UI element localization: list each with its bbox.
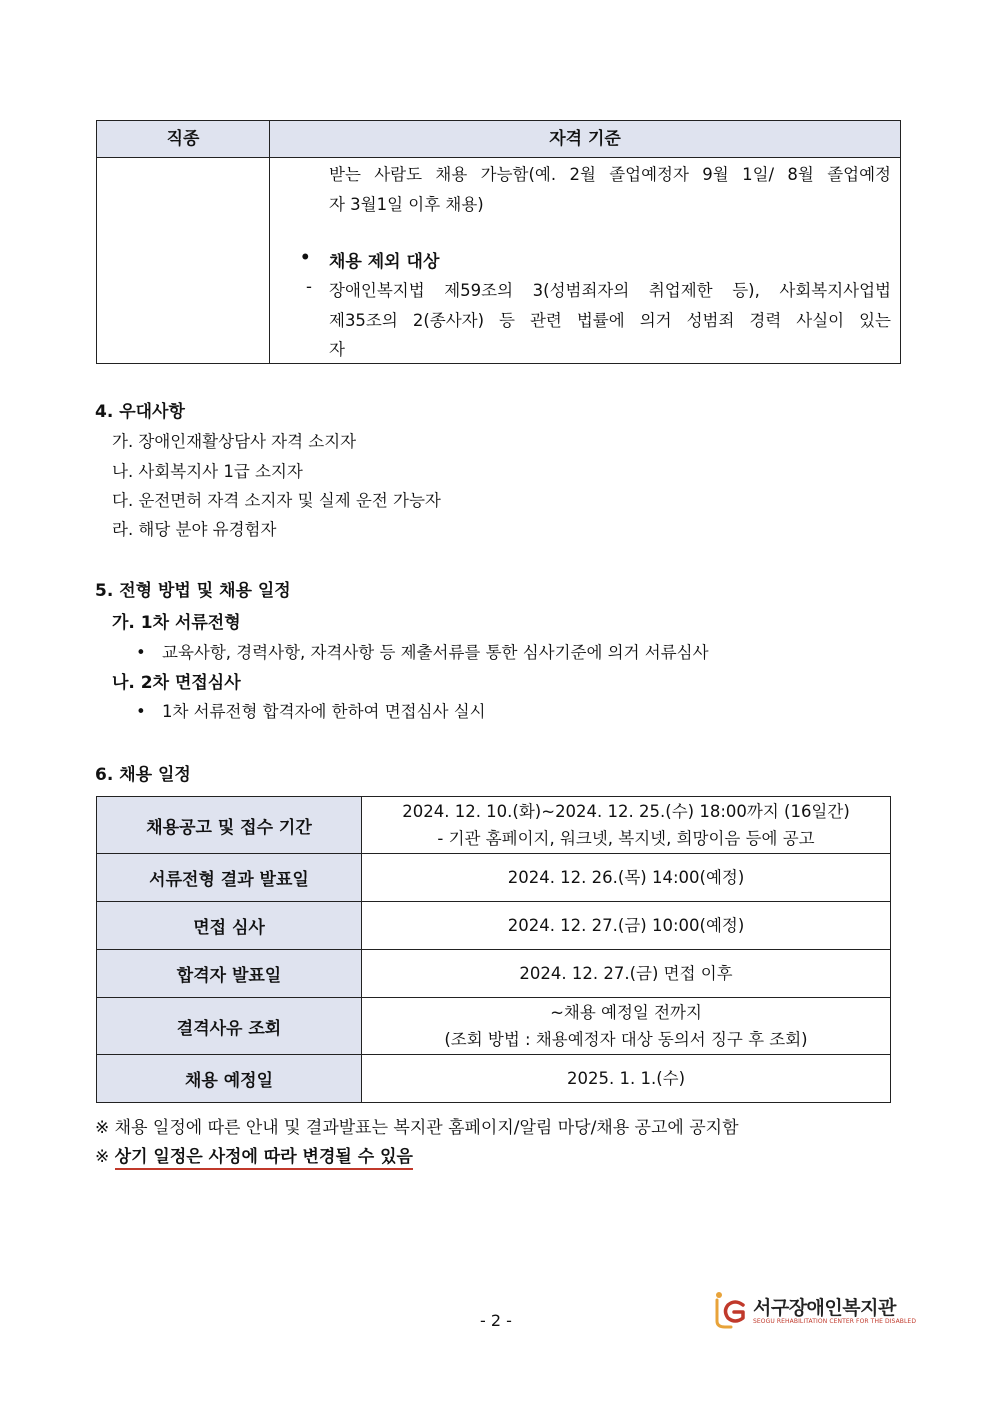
value-line: 2024. 12. 27.(금) 면접 이후 [519,964,733,983]
preference-item: 나. 사회복지사 1급 소지자 [112,462,303,481]
logo-name: 서구장애인복지관 [753,1297,896,1319]
exclusion-bullet: • [300,248,311,267]
value-line: 2024. 12. 27.(금) 10:00(예정) [507,916,745,935]
note-mark: ※ [95,1118,110,1138]
page-number: - 2 - [480,1311,512,1330]
qualification-line: 자 3월1일 이후 채용) [329,195,484,214]
section-title-selection: 5. 전형 방법 및 채용 일정 [95,581,291,601]
value-line: 2024. 12. 10.(화)~2024. 12. 25.(수) 18:00까지 (16일간) [402,802,850,821]
exclusion-line: 자 [329,340,345,359]
table-row [97,797,890,854]
row-label: 결격사유 조회 [97,998,362,1054]
subheading-document-screening: 가. 1차 서류전형 [112,613,241,633]
table-row [97,950,890,998]
header-job-type: 직종 [166,129,200,149]
table-row [97,1055,890,1102]
table-row [97,902,890,950]
table-row [97,998,890,1055]
section-title-preferences: 4. 우대사항 [95,402,185,422]
row-label: 서류전형 결과 발표일 [97,854,362,901]
schedule-table [96,796,891,1103]
note-mark: ※ [95,1147,110,1167]
table-row [97,854,890,902]
column-divider [269,121,270,363]
preference-item: 다. 운전면허 자격 소지자 및 실제 운전 가능자 [112,491,441,510]
row-value [362,797,890,853]
row-value [362,902,890,949]
exclusion-heading: 채용 제외 대상 [329,252,440,272]
row-label: 채용 예정일 [97,1055,362,1102]
value-line: (조회 방법 : 채용예정자 대상 동의서 징구 후 조회) [444,1030,808,1049]
bullet-item: • 교육사항, 경력사항, 자격사항 등 제출서류를 통한 심사기준에 의거 서류심사 [136,643,709,662]
row-label: 채용공고 및 접수 기간 [97,797,362,853]
value-line: 2024. 12. 26.(목) 14:00(예정) [507,868,745,887]
row-value [362,998,890,1054]
row-label: 면접 심사 [97,902,362,949]
row-value [362,854,890,901]
row-value [362,950,890,997]
bullet-text: 교육사항, 경력사항, 자격사항 등 제출서류를 통한 심사기준에 의거 서류심사 [162,643,709,662]
exclusion-line: 장애인복지법 제59조의 3(성범죄자의 취업제한 등), 사회복지사업법 [329,281,891,300]
logo-subtitle: SEOGU REHABILITATION CENTER FOR THE DISABLED [753,1318,917,1325]
value-line: - 기관 홈페이지, 워크넷, 복지넷, 희망이음 등에 공고 [437,829,815,848]
bullet-text: 1차 서류전형 합격자에 한하여 면접심사 실시 [162,702,486,721]
note-text: 채용 일정에 따른 안내 및 결과발표는 복지관 홈페이지/알림 마당/채용 공고에 공지함 [114,1118,739,1138]
note-announcement [95,1113,739,1138]
value-line: 2025. 1. 1.(수) [566,1069,686,1088]
exclusion-line: 제35조의 2(종사자) 등 관련 법률에 의거 성범죄 경력 사실이 있는 [329,311,891,330]
bullet-item: • 1차 서류전형 합격자에 한하여 면접심사 실시 [136,702,486,721]
row-value [362,1055,890,1102]
preference-item: 가. 장애인재활상담사 자격 소지자 [112,432,357,451]
row-label: 합격자 발표일 [97,950,362,997]
dash-marker: - [306,277,312,296]
value-line: ~채용 예정일 전까지 [550,1003,702,1022]
qualification-table [96,120,901,364]
header-qualification: 자격 기준 [549,129,621,149]
subheading-interview: 나. 2차 면접심사 [112,673,241,693]
qualification-line: 받는 사람도 채용 가능함(예. 2월 졸업예정자 9월 1일/ 8월 졸업예정 [329,165,891,184]
note-text-emphasis: 상기 일정은 사정에 따라 변경될 수 있음 [115,1147,413,1170]
center-logo [713,1291,917,1331]
logo-emblem-icon [713,1291,751,1331]
preference-item: 라. 해당 분야 유경험자 [112,520,277,539]
note-schedule-change [95,1142,413,1167]
section-title-schedule: 6. 채용 일정 [95,765,191,785]
